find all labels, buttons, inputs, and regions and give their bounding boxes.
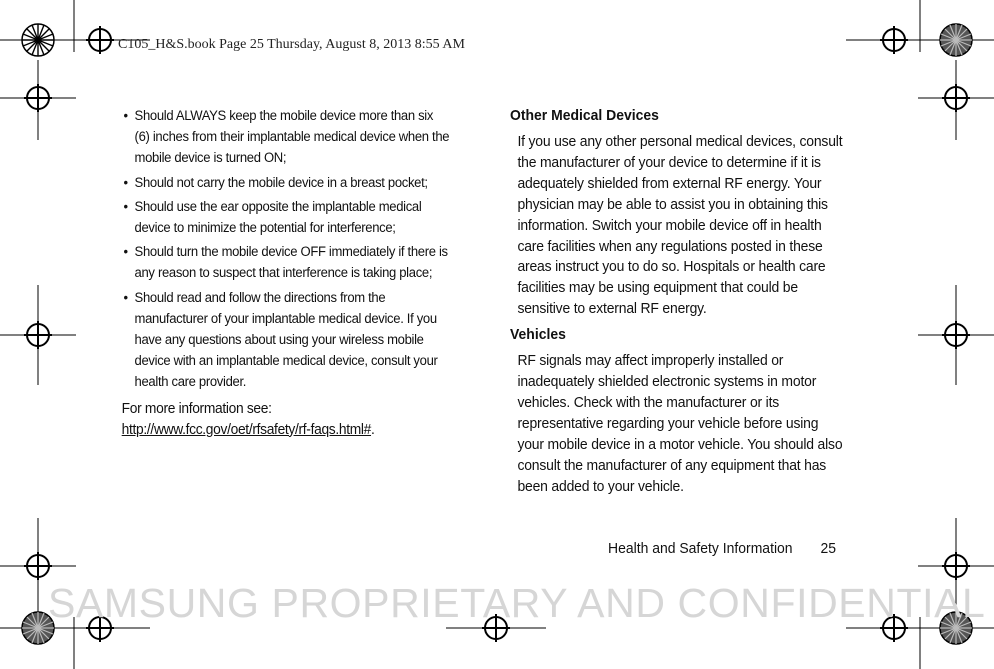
bullet-text: Should not carry the mobile device in a breast pocket; [134,174,428,191]
list-item [118,197,449,239]
list-item [118,173,449,194]
footer-section-name: Health and Safety Information [608,540,793,557]
bullet-icon: • [123,108,128,124]
bullet-text: Should use the ear opposite the implantable medical device to minimize the potential for interference; [134,198,422,237]
registration-target-icon [86,26,114,54]
list-item [118,242,449,284]
bullet-icon: • [123,289,128,306]
right-column [510,106,845,498]
section-body-other-medical-devices: If you use any other personal medical devices, consult the manufacturer of your device to determine if it is adequately shielded from external RF energy. Your physician may be able to assist you in obtaining this information. Switch your mobile device off in health care facilities when any regulations posted in these areas instruct you to do so. Hospitals or health care facilities may be using equipment that could be sensitive to external RF energy. [517,133,843,318]
list-item [118,106,449,170]
bullet-text: Should turn the mobile device OFF immediately if there is any reason to suspect that interference is taking place; [134,244,448,282]
starburst-mark-icon [940,24,972,56]
registration-target-icon [942,321,970,349]
more-info-suffix: . [371,420,375,438]
registration-target-icon [24,321,52,349]
starburst-mark-icon [22,24,54,56]
bullet-icon: • [123,244,128,261]
bullet-text: Should ALWAYS keep the mobile device more than six (6) inches from their implantable medical device when the mobile device is turned ON; [134,108,450,167]
registration-target-icon [942,552,970,580]
registration-target-icon [942,84,970,112]
section-heading-other-medical-devices: Other Medical Devices [510,107,659,124]
left-column [118,106,449,440]
fcc-faq-link[interactable]: http://www.fcc.gov/oet/rfsafety/rf-faqs.html# [121,420,372,438]
more-info-paragraph [122,398,450,440]
bullet-icon: • [123,174,128,191]
section-heading-vehicles: Vehicles [510,326,566,344]
registration-target-icon [24,84,52,112]
more-info-prefix: For more information see: [121,399,272,417]
confidential-watermark: SAMSUNG PROPRIETARY AND CONFIDENTIAL [48,580,986,626]
registration-target-icon [880,26,908,54]
print-header-stamp: C105_H&S.book Page 25 Thursday, August 8, 2013 8:55 AM [118,37,465,52]
bullet-text: Should read and follow the directions from the manufacturer of your implantable medical device. If you have any questions about using your wireless mobile device with an implantable medical device, consult your health care provider. [134,289,438,391]
page-footer [608,540,836,557]
bullet-icon: • [123,198,128,215]
registration-target-icon [24,552,52,580]
page-number: 25 [820,540,836,557]
list-item [118,288,449,394]
section-body-vehicles: RF signals may affect improperly installed or inadequately shielded electronic systems in motor vehicles. Check with the manufacturer or its representative regarding your vehicle before using your mobile device in a motor vehicle. You should also consult the manufacturer of any equipment that has been added to your vehicle. [517,352,843,495]
